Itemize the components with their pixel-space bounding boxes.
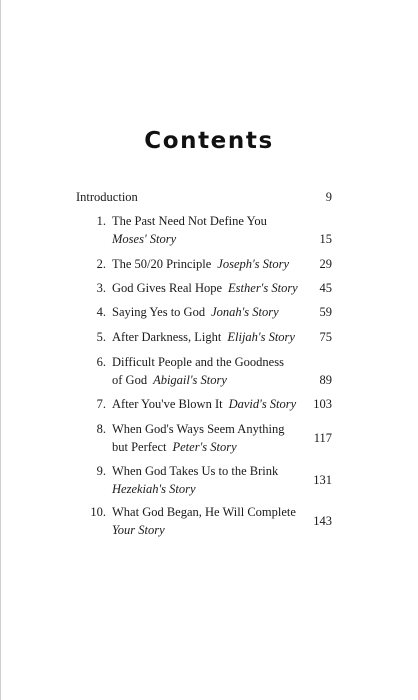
chapter-title (112, 255, 292, 273)
chapter-number: 2. (96, 257, 106, 271)
chapter-title-line-1: What God Began, He Will Complete (112, 505, 296, 519)
chapter-title (112, 279, 298, 297)
chapter-title (112, 353, 292, 389)
chapter-title-line-1: The Past Need Not Define You (112, 214, 267, 228)
chapter-title (112, 462, 292, 498)
chapter-number: 4. (96, 305, 106, 319)
chapter-story: Abigail's Story (153, 373, 227, 387)
chapter-number: 1. (96, 214, 106, 228)
chapter-number: 3. (96, 281, 106, 295)
chapter-page-number: 45 (319, 281, 332, 295)
chapter-number: 7. (96, 397, 106, 411)
chapter-title-line-1: God Gives Real Hope (112, 281, 223, 295)
chapter-page-number: 29 (319, 257, 332, 271)
chapter-page-number: 89 (319, 373, 332, 387)
chapter-story: Moses' Story (112, 232, 177, 246)
chapter-title (112, 328, 295, 346)
chapter-title (112, 212, 292, 248)
chapter-title-line-2: but Perfect (112, 440, 167, 454)
chapter-title-line-1: After Darkness, Light (112, 330, 222, 344)
chapter-page-number: 59 (319, 305, 332, 319)
chapter-title-line-1: The 50/20 Principle (112, 257, 212, 271)
page-edge (0, 0, 1, 700)
chapter-number: 6. (96, 355, 106, 369)
chapter-story: David's Story (228, 397, 297, 411)
introduction-label: Introduction (76, 190, 138, 204)
chapter-story: Peter's Story (172, 440, 237, 454)
chapter-title (112, 503, 296, 539)
chapter-story: Your Story (112, 523, 165, 537)
chapter-number: 5. (96, 330, 106, 344)
chapter-title (112, 420, 292, 456)
chapter-title (112, 303, 292, 321)
chapter-title-line-1: After You've Blown It (112, 397, 223, 411)
chapter-page-number: 75 (319, 330, 332, 344)
chapter-page-number: 131 (313, 473, 332, 487)
chapter-title-line-1: When God Takes Us to the Brink (112, 464, 279, 478)
chapter-story: Elijah's Story (227, 330, 295, 344)
chapter-page-number: 143 (313, 514, 332, 528)
chapter-story: Esther's Story (228, 281, 298, 295)
chapter-title-line-1: Saying Yes to God (112, 305, 206, 319)
chapter-title (112, 395, 297, 413)
chapter-number: 9. (96, 464, 106, 478)
chapter-number: 8. (96, 422, 106, 436)
chapter-page-number: 15 (319, 232, 332, 246)
chapter-story: Hezekiah's Story (112, 482, 196, 496)
contents-heading: Contents (144, 128, 274, 154)
toc-entry-introduction (76, 188, 332, 206)
chapter-title-line-2: of God (112, 373, 148, 387)
chapter-title-line-1: Difficult People and the Goodness (112, 355, 284, 369)
chapter-page-number: 103 (313, 397, 332, 411)
chapter-story: Joseph's Story (217, 257, 290, 271)
chapter-number: 10. (90, 505, 106, 519)
chapter-story: Jonah's Story (211, 305, 279, 319)
chapter-title-line-1: When God's Ways Seem Anything (112, 422, 285, 436)
introduction-page-number: 9 (325, 190, 332, 204)
chapter-page-number: 117 (313, 431, 332, 445)
